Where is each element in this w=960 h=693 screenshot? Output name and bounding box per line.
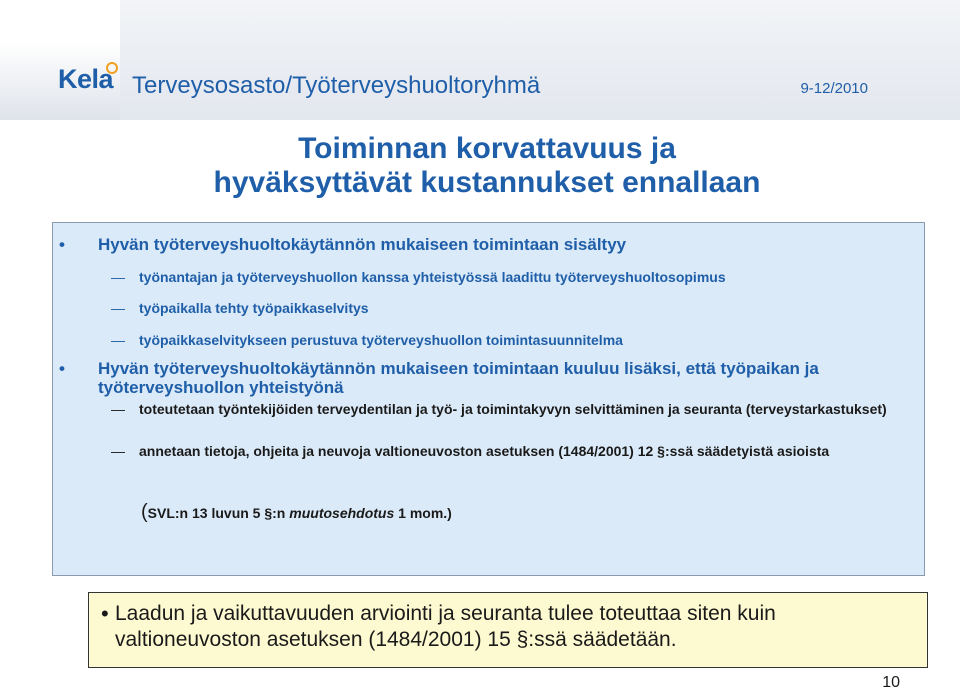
sub-bullet-text: työnantajan ja työterveyshuollon kanssa yhteistyössä laadittu työterveyshuoltosopimus: [139, 269, 726, 285]
sub-bullet-text: annetaan tietoja, ohjeita ja neuvoja valtioneuvoston asetuksen (1484/2001) 12 §:ssä säädetyistä asioista: [139, 443, 830, 459]
logo-text: Kela: [58, 64, 114, 94]
sub-bullet-text: työpaikkaselvitykseen perustuva työterveyshuollon toimintasuunnitelma: [139, 332, 623, 348]
legal-reference: [141, 501, 452, 524]
bullet-dot-icon: •: [101, 601, 109, 626]
slide-header: [0, 0, 960, 120]
department-title: Terveysosasto/Työterveyshuoltoryhmä: [132, 72, 541, 99]
sub-bullet-text: toteutetaan työntekijöiden terveydentilan ja työ- ja toimintakyvyn selvittäminen ja seuranta (terveystarkastukset): [139, 401, 887, 417]
slide-title-line-2: hyväksyttävät kustannukset ennallaan: [213, 166, 761, 199]
dash-icon: —: [111, 401, 125, 417]
header-panel: [120, 0, 960, 120]
dash-icon: —: [111, 443, 125, 459]
slide-title-line-1: Toiminnan korvattavuus ja: [298, 132, 676, 165]
slide-title: [0, 132, 960, 200]
slide-date: 9-12/2010: [800, 80, 868, 97]
bullet-dot-icon: •: [59, 235, 65, 254]
bullet-2-text: Hyvän työterveyshuoltokäytännön mukaiseen toimintaan kuuluu lisäksi, että työpaikan ja työterveyshuollon yhteistyönä: [98, 359, 819, 397]
sub-bullet-text: työpaikalla tehty työpaikkaselvitys: [139, 300, 369, 316]
bullet-dot-icon: •: [59, 359, 65, 378]
content-box: [52, 222, 925, 576]
bottom-note-box: [88, 592, 928, 668]
reference-italic: muutosehdotus: [289, 505, 395, 521]
bullet-1-text: Hyvän työterveyshuoltokäytännön mukaiseen toimintaan sisältyy: [98, 235, 627, 254]
reference-text: SVL:n 13 luvun 5 §:n: [147, 505, 290, 521]
bottom-note-text: Laadun ja vaikuttavuuden arviointi ja seuranta tulee toteuttaa siten kuin valtioneuvoston asetuksen (1484/2001) 15 §:ssä säädetään.: [115, 602, 776, 651]
kela-logo: [58, 62, 128, 102]
dash-icon: —: [111, 332, 125, 348]
dash-icon: —: [111, 300, 125, 316]
page-number: 10: [882, 674, 900, 691]
reference-text-end: 1 mom.): [394, 505, 452, 521]
dash-icon: —: [111, 269, 125, 285]
reference-paren: (: [141, 501, 148, 523]
logo-mark-icon: [106, 62, 118, 74]
